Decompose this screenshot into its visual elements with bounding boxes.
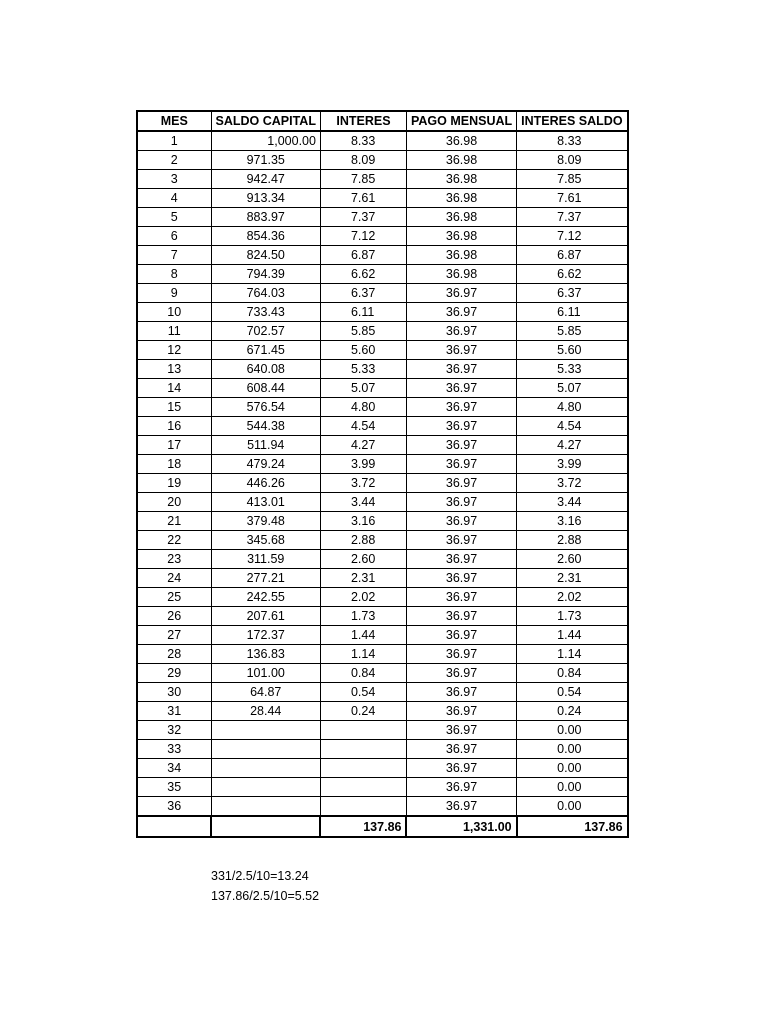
- cell-saldo-capital: 207.61: [211, 607, 320, 626]
- cell-pago-mensual: 36.97: [406, 493, 516, 512]
- cell-mes: 6: [137, 227, 211, 246]
- cell-pago-mensual: 36.97: [406, 550, 516, 569]
- cell-mes: 10: [137, 303, 211, 322]
- cell-saldo-capital: 101.00: [211, 664, 320, 683]
- table-row: [137, 664, 628, 683]
- cell-interes: 1.14: [320, 645, 406, 664]
- cell-interes-saldo: 7.37: [517, 208, 628, 227]
- cell-mes: 36: [137, 797, 211, 817]
- cell-interes-saldo: 5.60: [517, 341, 628, 360]
- cell-interes: 5.60: [320, 341, 406, 360]
- cell-interes: 3.72: [320, 474, 406, 493]
- cell-interes: 6.11: [320, 303, 406, 322]
- cell-interes: 5.33: [320, 360, 406, 379]
- cell-saldo-capital: 640.08: [211, 360, 320, 379]
- cell-saldo-capital: 883.97: [211, 208, 320, 227]
- cell-pago-mensual: 36.97: [406, 436, 516, 455]
- cell-interes: 4.54: [320, 417, 406, 436]
- cell-interes-saldo: 6.62: [517, 265, 628, 284]
- cell-interes-saldo: 7.85: [517, 170, 628, 189]
- cell-saldo-capital: 511.94: [211, 436, 320, 455]
- calculation-note: 137.86/2.5/10=5.52: [211, 889, 320, 903]
- header-saldo-capital: SALDO CAPITAL: [211, 111, 320, 131]
- cell-interes: 2.88: [320, 531, 406, 550]
- cell-mes: 29: [137, 664, 211, 683]
- cell-interes: 7.12: [320, 227, 406, 246]
- cell-pago-mensual: 36.97: [406, 398, 516, 417]
- cell-mes: 30: [137, 683, 211, 702]
- cell-mes: 18: [137, 455, 211, 474]
- cell-saldo-capital: 311.59: [211, 550, 320, 569]
- table-row: [137, 721, 628, 740]
- cell-mes: 5: [137, 208, 211, 227]
- cell-mes: 8: [137, 265, 211, 284]
- table-row: [137, 303, 628, 322]
- calculation-note: 331/2.5/10=13.24: [211, 869, 309, 883]
- cell-pago-mensual: 36.97: [406, 303, 516, 322]
- cell-interes: 3.99: [320, 455, 406, 474]
- cell-interes-saldo: 6.11: [517, 303, 628, 322]
- table-row: [137, 284, 628, 303]
- cell-saldo-capital: 379.48: [211, 512, 320, 531]
- cell-saldo-capital: 136.83: [211, 645, 320, 664]
- table-row: [137, 588, 628, 607]
- table-row: [137, 493, 628, 512]
- table-row: [137, 569, 628, 588]
- cell-pago-mensual: 36.97: [406, 683, 516, 702]
- cell-mes: 12: [137, 341, 211, 360]
- cell-mes: 9: [137, 284, 211, 303]
- table-row: [137, 265, 628, 284]
- table-row: [137, 550, 628, 569]
- cell-interes: 3.16: [320, 512, 406, 531]
- cell-saldo-capital: 413.01: [211, 493, 320, 512]
- cell-saldo-capital: 854.36: [211, 227, 320, 246]
- total-interes: 137.86: [320, 816, 406, 837]
- cell-saldo-capital: 242.55: [211, 588, 320, 607]
- cell-saldo-capital: 172.37: [211, 626, 320, 645]
- cell-mes: 21: [137, 512, 211, 531]
- cell-pago-mensual: 36.98: [406, 208, 516, 227]
- cell-pago-mensual: 36.98: [406, 131, 516, 151]
- cell-pago-mensual: 36.98: [406, 246, 516, 265]
- cell-saldo-capital: 702.57: [211, 322, 320, 341]
- table-row: [137, 170, 628, 189]
- cell-interes-saldo: 0.54: [517, 683, 628, 702]
- table-row: [137, 455, 628, 474]
- cell-mes: 27: [137, 626, 211, 645]
- cell-interes-saldo: 1.44: [517, 626, 628, 645]
- cell-saldo-capital: [211, 740, 320, 759]
- table-row: [137, 131, 628, 151]
- cell-saldo-capital: 794.39: [211, 265, 320, 284]
- cell-pago-mensual: 36.97: [406, 417, 516, 436]
- cell-mes: 33: [137, 740, 211, 759]
- table-row: [137, 246, 628, 265]
- table-row: [137, 512, 628, 531]
- amortization-table: [136, 110, 629, 838]
- cell-interes-saldo: 0.00: [517, 797, 628, 817]
- cell-saldo-capital: [211, 759, 320, 778]
- cell-saldo-capital: 64.87: [211, 683, 320, 702]
- cell-saldo-capital: [211, 778, 320, 797]
- header-interes: INTERES: [320, 111, 406, 131]
- cell-interes: 0.54: [320, 683, 406, 702]
- header-pago-mensual: PAGO MENSUAL: [406, 111, 516, 131]
- cell-interes: 2.31: [320, 569, 406, 588]
- table-row: [137, 797, 628, 817]
- total-interes-saldo: 137.86: [517, 816, 628, 837]
- cell-mes: 1: [137, 131, 211, 151]
- cell-interes-saldo: 2.02: [517, 588, 628, 607]
- cell-saldo-capital: 671.45: [211, 341, 320, 360]
- header-row: [137, 111, 628, 131]
- table-row: [137, 740, 628, 759]
- cell-interes-saldo: 7.12: [517, 227, 628, 246]
- cell-pago-mensual: 36.98: [406, 189, 516, 208]
- table-row: [137, 626, 628, 645]
- cell-mes: 24: [137, 569, 211, 588]
- cell-interes-saldo: 3.99: [517, 455, 628, 474]
- cell-pago-mensual: 36.97: [406, 721, 516, 740]
- cell-saldo-capital: 479.24: [211, 455, 320, 474]
- cell-pago-mensual: 36.97: [406, 284, 516, 303]
- cell-pago-mensual: 36.97: [406, 740, 516, 759]
- table-row: [137, 379, 628, 398]
- cell-pago-mensual: 36.97: [406, 322, 516, 341]
- cell-interes-saldo: 5.85: [517, 322, 628, 341]
- cell-saldo-capital: [211, 721, 320, 740]
- cell-mes: 16: [137, 417, 211, 436]
- cell-pago-mensual: 36.97: [406, 512, 516, 531]
- cell-interes: 7.61: [320, 189, 406, 208]
- cell-saldo-capital: 576.54: [211, 398, 320, 417]
- cell-interes-saldo: 0.84: [517, 664, 628, 683]
- cell-interes: [320, 721, 406, 740]
- cell-pago-mensual: 36.97: [406, 379, 516, 398]
- table-row: [137, 607, 628, 626]
- cell-interes-saldo: 0.24: [517, 702, 628, 721]
- cell-pago-mensual: 36.97: [406, 569, 516, 588]
- cell-mes: 23: [137, 550, 211, 569]
- cell-interes-saldo: 8.33: [517, 131, 628, 151]
- cell-interes-saldo: 0.00: [517, 721, 628, 740]
- cell-interes-saldo: 7.61: [517, 189, 628, 208]
- total-mes: [137, 816, 211, 837]
- table-row: [137, 417, 628, 436]
- cell-mes: 26: [137, 607, 211, 626]
- cell-mes: 15: [137, 398, 211, 417]
- cell-pago-mensual: 36.97: [406, 455, 516, 474]
- cell-mes: 35: [137, 778, 211, 797]
- cell-saldo-capital: 345.68: [211, 531, 320, 550]
- cell-pago-mensual: 36.97: [406, 360, 516, 379]
- cell-mes: 25: [137, 588, 211, 607]
- cell-pago-mensual: 36.97: [406, 645, 516, 664]
- table-row: [137, 645, 628, 664]
- cell-interes-saldo: 0.00: [517, 740, 628, 759]
- cell-saldo-capital: 446.26: [211, 474, 320, 493]
- cell-interes: 6.37: [320, 284, 406, 303]
- cell-interes: 0.24: [320, 702, 406, 721]
- cell-mes: 7: [137, 246, 211, 265]
- table-row: [137, 702, 628, 721]
- cell-interes-saldo: 5.07: [517, 379, 628, 398]
- cell-mes: 31: [137, 702, 211, 721]
- cell-interes: 4.80: [320, 398, 406, 417]
- table-row: [137, 398, 628, 417]
- cell-interes-saldo: 6.87: [517, 246, 628, 265]
- cell-pago-mensual: 36.98: [406, 170, 516, 189]
- cell-mes: 17: [137, 436, 211, 455]
- cell-saldo-capital: 971.35: [211, 151, 320, 170]
- cell-interes-saldo: 3.72: [517, 474, 628, 493]
- cell-interes: 3.44: [320, 493, 406, 512]
- cell-interes-saldo: 8.09: [517, 151, 628, 170]
- table-row: [137, 683, 628, 702]
- cell-saldo-capital: 764.03: [211, 284, 320, 303]
- table-row: [137, 227, 628, 246]
- cell-interes: [320, 759, 406, 778]
- cell-pago-mensual: 36.97: [406, 626, 516, 645]
- cell-pago-mensual: 36.97: [406, 778, 516, 797]
- table-row: [137, 151, 628, 170]
- cell-interes-saldo: 4.54: [517, 417, 628, 436]
- cell-pago-mensual: 36.97: [406, 341, 516, 360]
- cell-interes: 7.37: [320, 208, 406, 227]
- cell-interes: [320, 778, 406, 797]
- total-saldo-capital: [211, 816, 320, 837]
- cell-interes-saldo: 3.16: [517, 512, 628, 531]
- cell-pago-mensual: 36.97: [406, 797, 516, 817]
- table-row: [137, 322, 628, 341]
- cell-pago-mensual: 36.97: [406, 531, 516, 550]
- cell-interes: 5.07: [320, 379, 406, 398]
- cell-interes-saldo: 5.33: [517, 360, 628, 379]
- cell-interes: [320, 740, 406, 759]
- cell-saldo-capital: 1,000.00: [211, 131, 320, 151]
- cell-interes: 1.73: [320, 607, 406, 626]
- cell-saldo-capital: 733.43: [211, 303, 320, 322]
- cell-saldo-capital: 942.47: [211, 170, 320, 189]
- table-row: [137, 436, 628, 455]
- cell-interes: 1.44: [320, 626, 406, 645]
- cell-interes-saldo: 4.27: [517, 436, 628, 455]
- cell-interes: 8.09: [320, 151, 406, 170]
- cell-saldo-capital: 277.21: [211, 569, 320, 588]
- cell-mes: 11: [137, 322, 211, 341]
- cell-mes: 22: [137, 531, 211, 550]
- header-interes-saldo: INTERES SALDO: [517, 111, 628, 131]
- cell-pago-mensual: 36.97: [406, 702, 516, 721]
- table-row: [137, 759, 628, 778]
- table-row: [137, 531, 628, 550]
- cell-pago-mensual: 36.98: [406, 151, 516, 170]
- cell-mes: 34: [137, 759, 211, 778]
- cell-interes-saldo: 2.60: [517, 550, 628, 569]
- cell-interes-saldo: 0.00: [517, 778, 628, 797]
- cell-interes-saldo: 1.73: [517, 607, 628, 626]
- cell-saldo-capital: 824.50: [211, 246, 320, 265]
- cell-mes: 19: [137, 474, 211, 493]
- cell-pago-mensual: 36.97: [406, 664, 516, 683]
- cell-interes: 8.33: [320, 131, 406, 151]
- cell-pago-mensual: 36.98: [406, 265, 516, 284]
- cell-saldo-capital: 913.34: [211, 189, 320, 208]
- cell-interes: 5.85: [320, 322, 406, 341]
- cell-interes-saldo: 4.80: [517, 398, 628, 417]
- cell-interes-saldo: 2.31: [517, 569, 628, 588]
- table-row: [137, 360, 628, 379]
- cell-interes-saldo: 1.14: [517, 645, 628, 664]
- cell-saldo-capital: 28.44: [211, 702, 320, 721]
- table-row: [137, 189, 628, 208]
- cell-saldo-capital: 608.44: [211, 379, 320, 398]
- cell-interes: 6.87: [320, 246, 406, 265]
- cell-pago-mensual: 36.97: [406, 588, 516, 607]
- cell-pago-mensual: 36.98: [406, 227, 516, 246]
- table-row: [137, 474, 628, 493]
- cell-mes: 14: [137, 379, 211, 398]
- cell-interes: 4.27: [320, 436, 406, 455]
- cell-interes-saldo: 2.88: [517, 531, 628, 550]
- cell-mes: 3: [137, 170, 211, 189]
- cell-pago-mensual: 36.97: [406, 607, 516, 626]
- cell-saldo-capital: 544.38: [211, 417, 320, 436]
- cell-interes-saldo: 6.37: [517, 284, 628, 303]
- header-mes: MES: [137, 111, 211, 131]
- cell-mes: 2: [137, 151, 211, 170]
- table-row: [137, 778, 628, 797]
- cell-interes-saldo: 0.00: [517, 759, 628, 778]
- cell-interes: 2.60: [320, 550, 406, 569]
- cell-interes: [320, 797, 406, 817]
- cell-interes-saldo: 3.44: [517, 493, 628, 512]
- cell-mes: 20: [137, 493, 211, 512]
- cell-interes: 6.62: [320, 265, 406, 284]
- cell-mes: 4: [137, 189, 211, 208]
- totals-row: [137, 816, 628, 837]
- table-row: [137, 341, 628, 360]
- cell-mes: 28: [137, 645, 211, 664]
- cell-pago-mensual: 36.97: [406, 759, 516, 778]
- cell-mes: 32: [137, 721, 211, 740]
- cell-mes: 13: [137, 360, 211, 379]
- cell-interes: 0.84: [320, 664, 406, 683]
- table-row: [137, 208, 628, 227]
- total-pago-mensual: 1,331.00: [406, 816, 516, 837]
- cell-interes: 7.85: [320, 170, 406, 189]
- cell-saldo-capital: [211, 797, 320, 817]
- cell-pago-mensual: 36.97: [406, 474, 516, 493]
- cell-interes: 2.02: [320, 588, 406, 607]
